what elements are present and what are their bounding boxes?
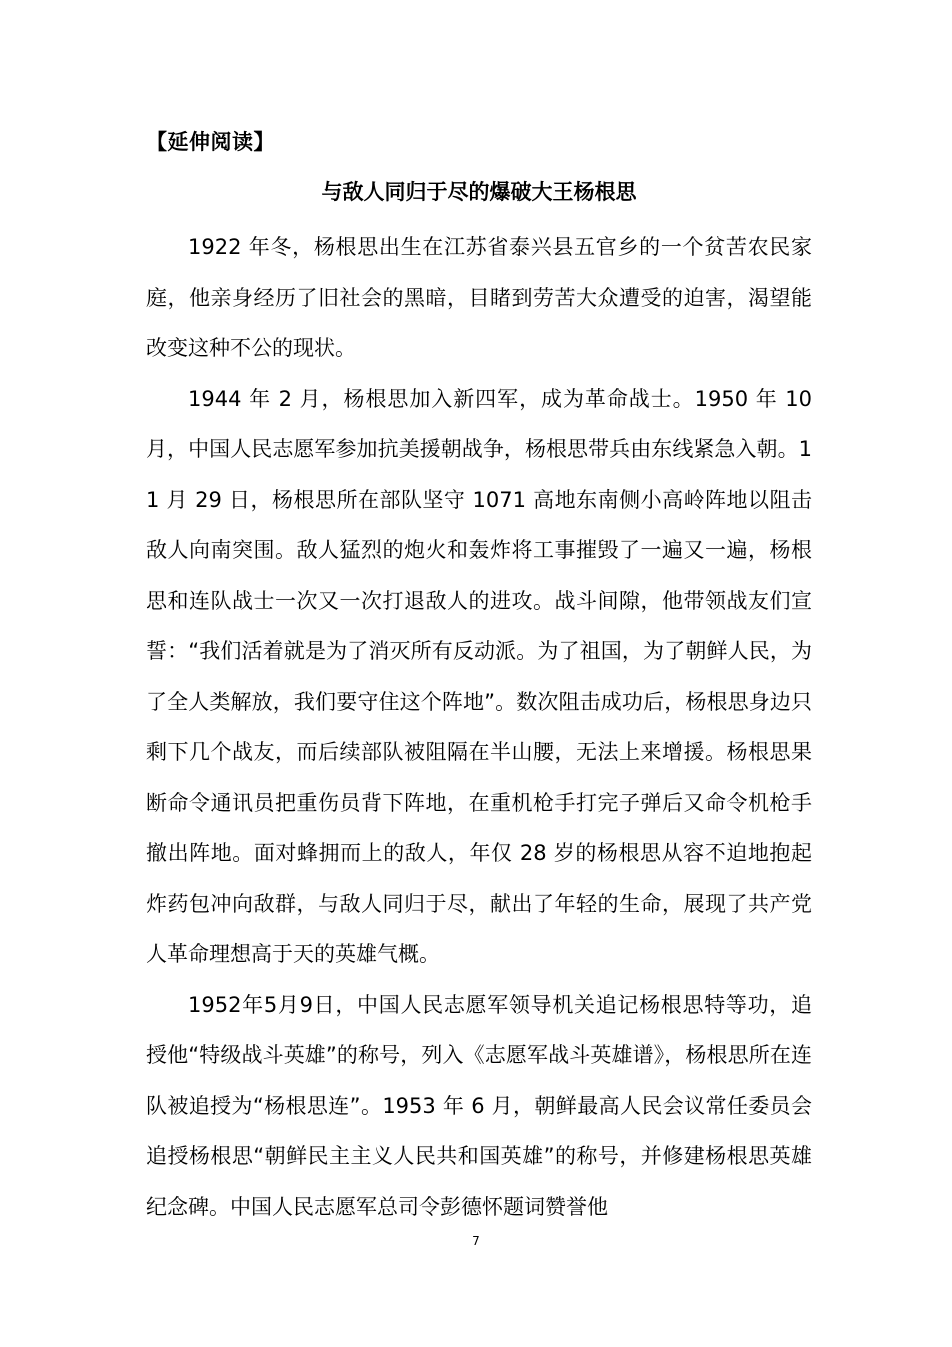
paragraph-2: 1944 年 2 月，杨根思加入新四军，成为革命战士。1950 年 10 月，中国人民志愿军参加抗美援朝战争，杨根思带兵由东线紧急入朝。11 月 29 日，杨根思所在部队坚守 1071 高地东南侧小高岭阵地以阻击敌人向南突围。敌人猛烈的炮火和轰炸将工事摧毁了一遍又一遍，杨根思和连队战士一次又一次打退敌人的进攻。战斗间隙，他带领战友们宣誓：“我们活着就是为了消灭所有反动派。为了祖国，为了朝鲜人民，为了全人类解放，我们要守住这个阵地”。数次阻击成功后，杨根思身边只剩下几个战友，而后续部队被阻隔在半山腰，无法上来增援。杨根思果断命令通讯员把重伤员背下阵地，在重机枪手打完子弹后又命令机枪手撤出阵地。面对蜂拥而上的敌人，年仅 28 岁的杨根思从容不迫地抱起炸药包冲向敌群，与敌人同归于尽，献出了年轻的生命，展现了共产党人革命理想高于天的英雄气概。 (146, 386, 812, 966)
paragraph-3: 1952年5月9日，中国人民志愿军领导机关追记杨根思特等功，追授他“特级战斗英雄”的称号，列入《志愿军战斗英雄谱》，杨根思所在连队被追授为“杨根思连”。1953 年 6 月，朝鲜最高人民会议常任委员会追授杨根思“朝鲜民主主义人民共和国英雄”的称号，并修建杨根思英雄纪念碑。中国人民志愿军总司令彭德怀题词赞誉他 (146, 992, 812, 1219)
article-body (146, 222, 812, 1232)
article-title: 与敌人同归于尽的爆破大王杨根思 (321, 180, 637, 204)
page-number: 7 (472, 1234, 480, 1248)
section-label: 【延伸阅读】 (146, 130, 275, 154)
paragraph-1: 1922 年冬，杨根思出生在江苏省泰兴县五官乡的一个贫苦农民家庭，他亲身经历了旧社会的黑暗，目睹到劳苦大众遭受的迫害，渴望能改变这种不公的现状。 (146, 235, 812, 360)
